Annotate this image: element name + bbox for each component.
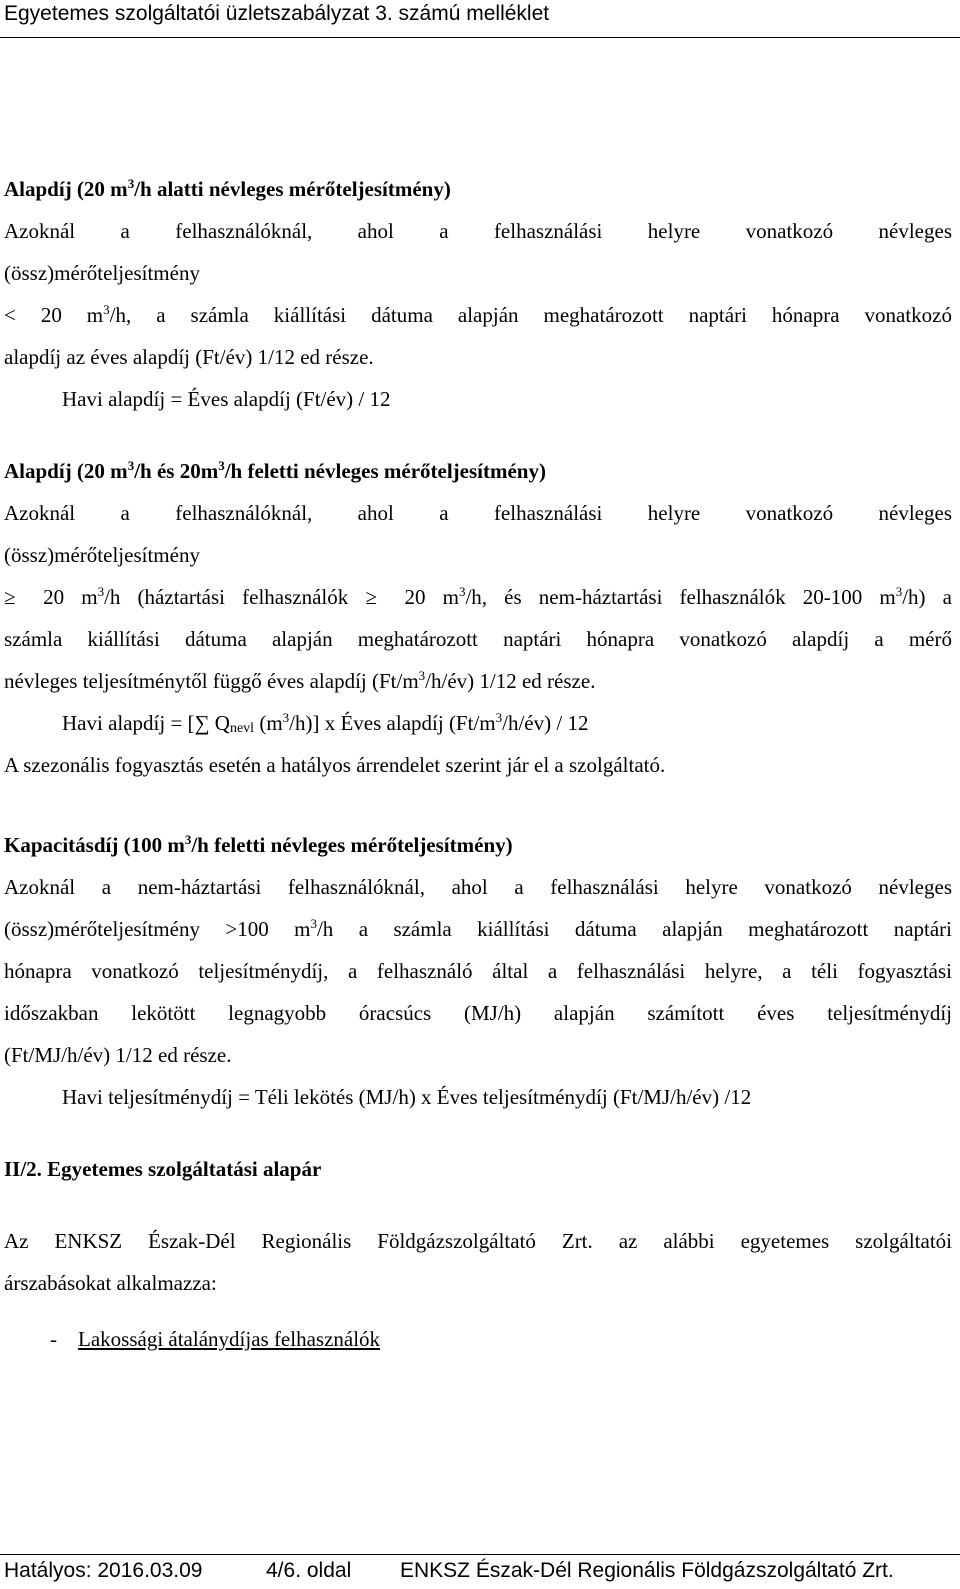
section1-title: Alapdíj (20 $m^3/h$ alatti névleges mérőteljesítmény): [4, 176, 451, 201]
footer-effective-date: Hatályos: 2016.03.09: [4, 1559, 203, 1582]
section1-line2: (össz)mérőteljesítmény: [4, 261, 200, 285]
section3-formula: Havi teljesítménydíj = Téli lekötés (MJ/h) x Éves teljesítménydíj (Ft/MJ/h/év) /12: [62, 1085, 752, 1109]
page-footer: [0, 1554, 960, 1589]
section2-line5: névleges teljesítménytől függő éves alapdíj $(Ft/m^3/h/év)$ 1/12 ed része.: [4, 668, 596, 693]
section4-line1: Az ENKSZ Észak-Dél Regionális Földgázszolgáltató Zrt. az alábbi egyetemes szolgáltatói: [4, 1229, 952, 1253]
section3-line5: (Ft/MJ/h/év) 1/12 ed része.: [4, 1043, 232, 1067]
section1-line3: < 20 $m^3/h$, a számla kiállítási dátuma alapján meghatározott naptári hónapra vonatkozó: [4, 302, 952, 327]
footer-page-number: 4/6. oldal: [266, 1559, 352, 1582]
section2-line3: ≥ 20 $m^3/h$ (háztartási felhasználók ≥ 20 $m^3/h$, és nem-háztartási felhasználók 20-100 $m^3/h$) a: [4, 576, 952, 618]
sigma-symbol: ∑: [194, 711, 210, 735]
section2-line1: Azoknál a felhasználóknál, ahol a felhasználási helyre vonatkozó névleges: [4, 501, 952, 525]
section4-title: II/2. Egyetemes szolgáltatási alapár: [4, 1157, 322, 1181]
list-item-label: Lakossági átalánydíjas felhasználók: [78, 1327, 381, 1351]
section2-line2: (össz)mérőteljesítmény: [4, 543, 200, 567]
section1-line4: alapdíj az éves alapdíj (Ft/év) 1/12 ed része.: [4, 345, 374, 369]
section1-line1: Azoknál a felhasználóknál, ahol a felhasználási helyre vonatkozó névleges: [4, 219, 952, 243]
section2-title: Alapdíj (20 $m^3/h$ és $20m^3/h$ feletti névleges mérőteljesítmény): [4, 458, 546, 483]
section2-line4: számla kiállítási dátuma alapján meghatározott naptári hónapra vonatkozó alapdíj a mérő: [4, 627, 952, 651]
page-header: [0, 0, 960, 38]
section3-title: Kapacitásdíj (100 $m^3/h$ feletti névleges mérőteljesítmény): [4, 832, 513, 857]
section3-line1: Azoknál a nem-háztartási felhasználóknál, ahol a felhasználási helyre vonatkozó névleges: [4, 875, 952, 899]
geq-symbol: ≥: [4, 585, 16, 609]
section2-note: A szezonális fogyasztás esetén a hatályos árrendelet szerint jár el a szolgáltató.: [4, 753, 666, 777]
section3-line4: időszakban lekötött legnagyobb óracsúcs (MJ/h) alapján számított éves teljesítménydíj: [4, 1001, 952, 1025]
section4-line2: árszabásokat alkalmazza:: [4, 1271, 217, 1295]
list-item: [4, 1318, 952, 1360]
geq-symbol: ≥: [365, 585, 377, 609]
section3-line2: (össz)mérőteljesítmény >100 $m^3/h$ a számla kiállítási dátuma alapján meghatározott naptári: [4, 916, 952, 941]
section1-formula: Havi alapdíj = Éves alapdíj (Ft/év) / 12: [62, 387, 391, 411]
header-title: Egyetemes szolgáltatói üzletszabályzat 3. számú melléklet: [4, 2, 550, 25]
document-body: [4, 168, 952, 1360]
footer-company: ENKSZ Észak-Dél Regionális Földgázszolgáltató Zrt.: [400, 1559, 894, 1582]
section3-line3: hónapra vonatkozó teljesítménydíj, a felhasználó által a felhasználási helyre, a téli fogyasztási: [4, 959, 952, 983]
section2-formula: Havi alapdíj = [∑ $Q_{nevl}$ $(m^3/h)$] x Éves alapdíj $(Ft/m^3/h/év) / 12$: [62, 710, 589, 736]
bullet-dash: -: [50, 1327, 57, 1351]
